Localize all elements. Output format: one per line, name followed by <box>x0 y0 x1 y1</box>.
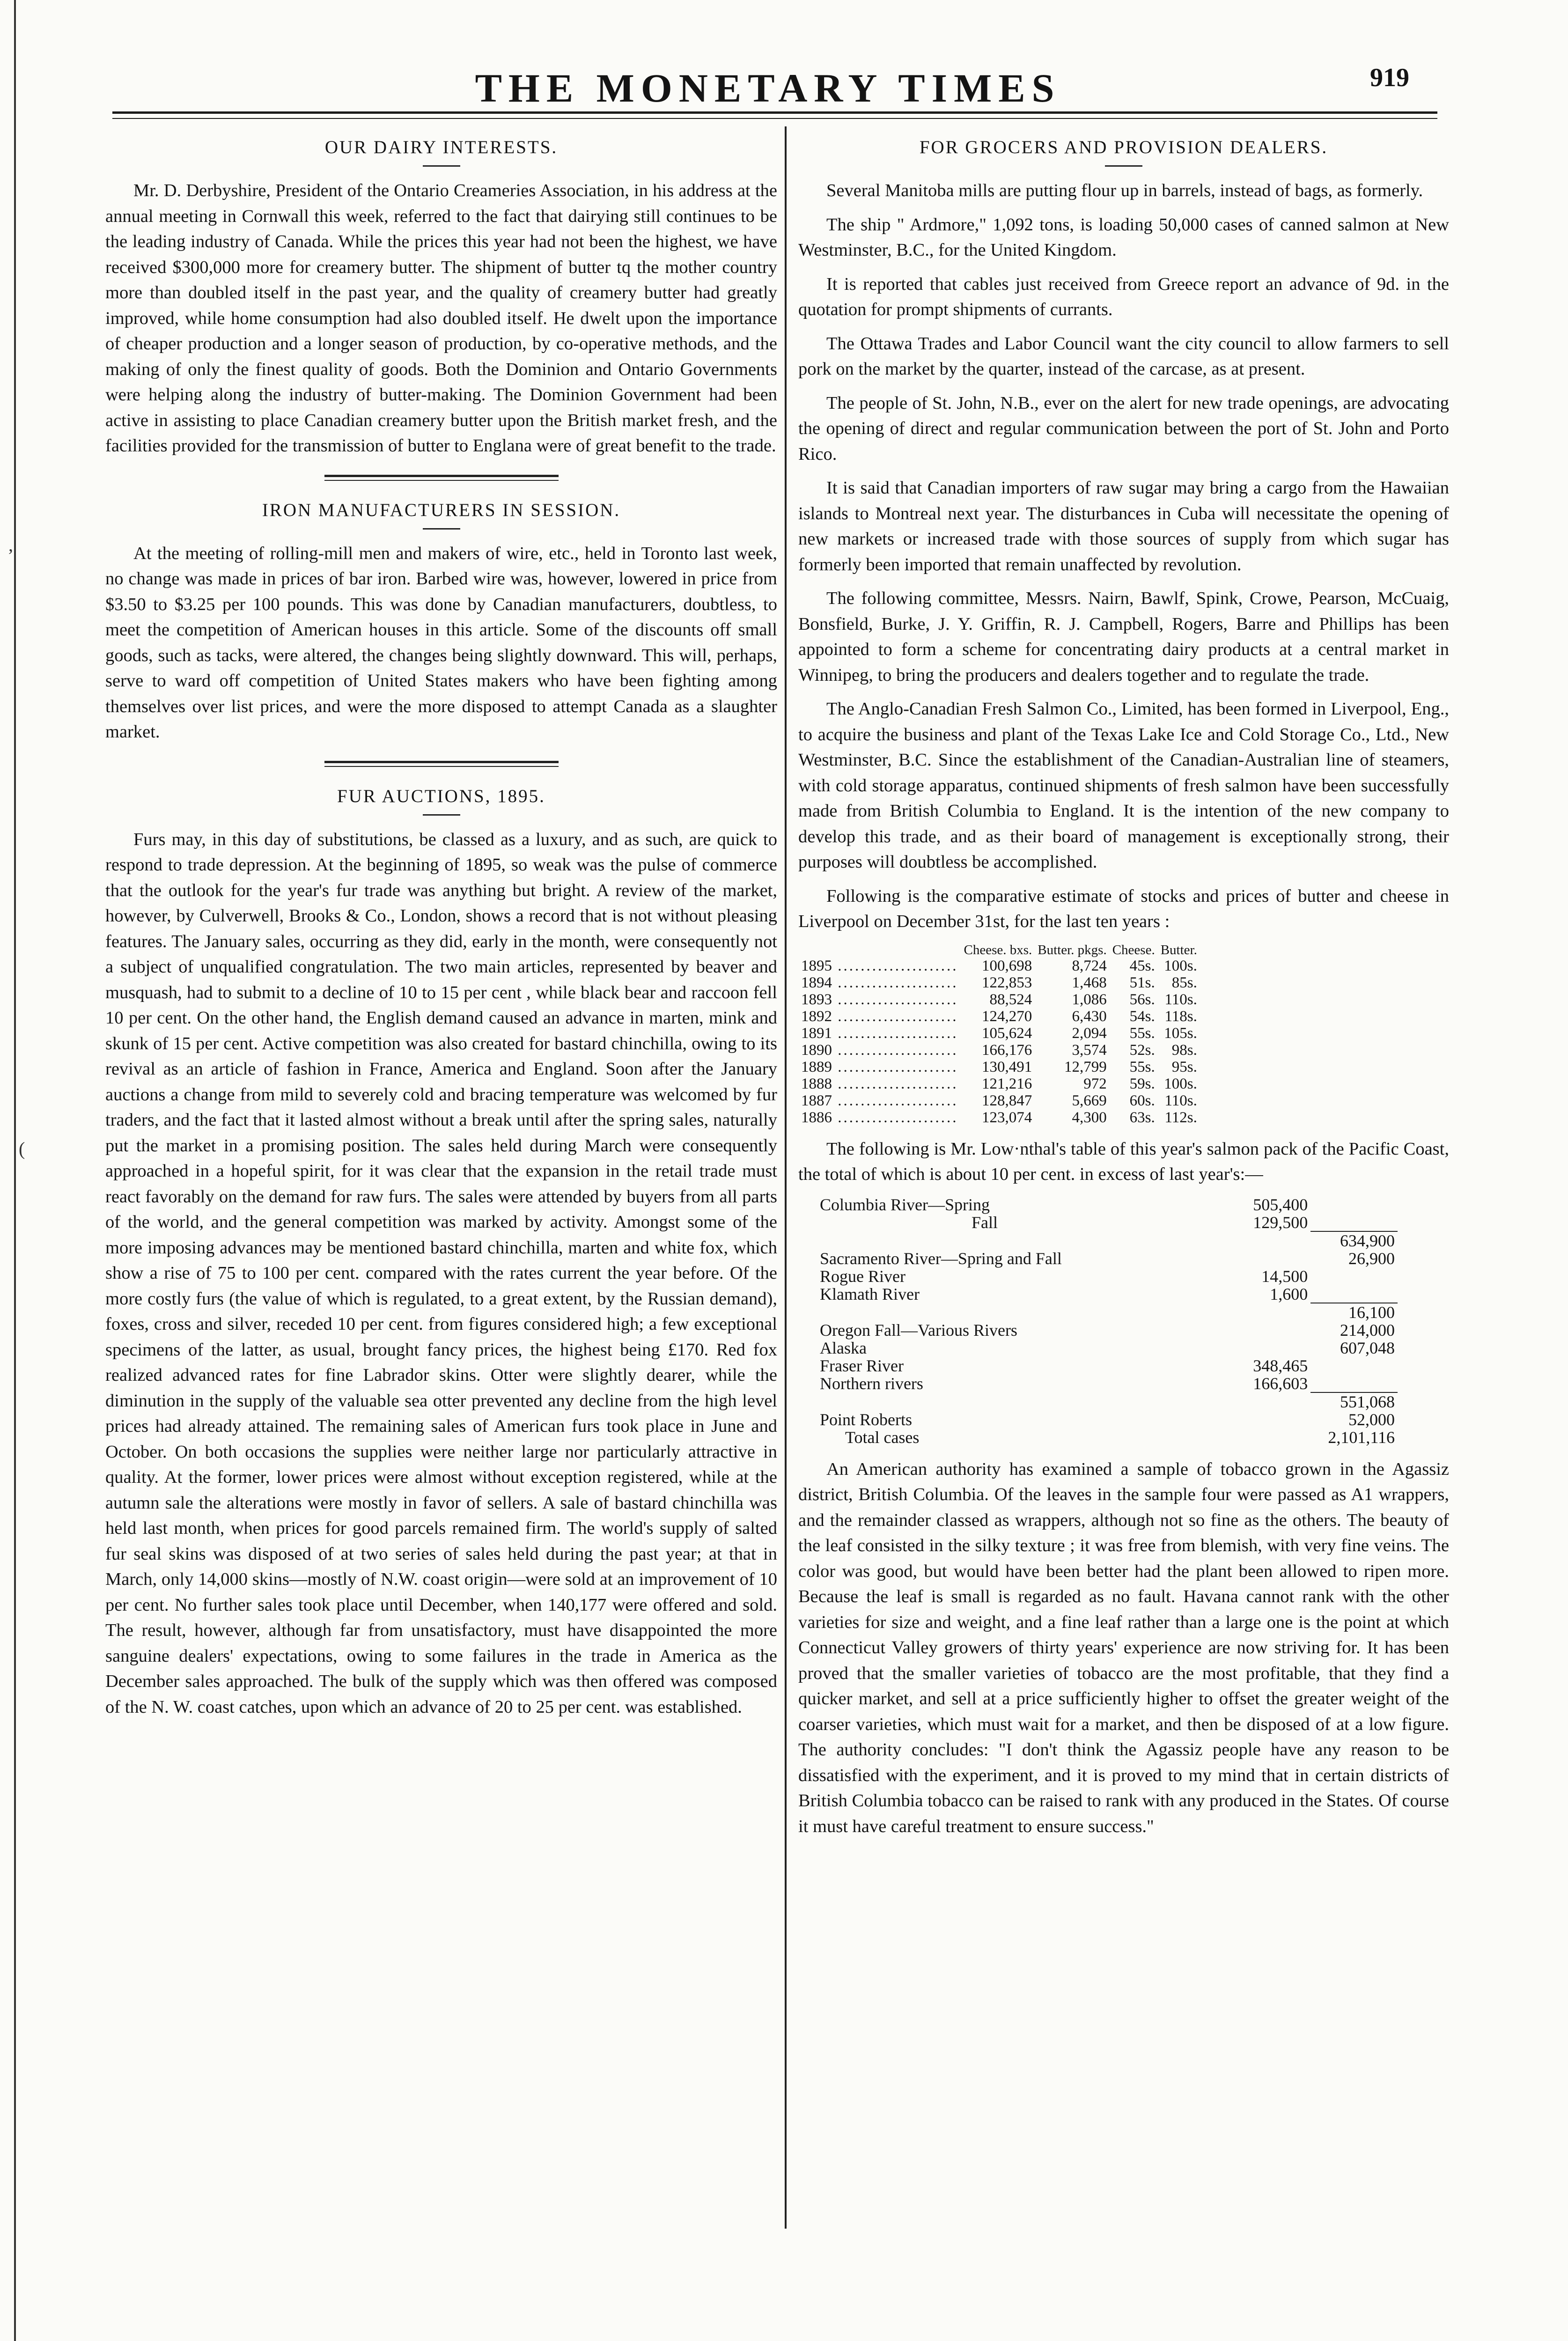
salmon-name-cell <box>817 1231 1234 1250</box>
value-cell <box>1035 957 1109 974</box>
salmon-name-cell <box>817 1303 1234 1321</box>
stocks-table <box>798 943 1200 1126</box>
article-heading: FOR GROCERS AND PROVISION DEALERS. <box>919 137 1328 157</box>
table-value: 55s. <box>1129 1058 1155 1075</box>
salmon-num-cell <box>1234 1321 1310 1339</box>
year-label: 1888 <box>801 1075 832 1092</box>
news-item: The Ottawa Trades and Labor Council want the city council to allow farmers to sell pork on the market by the quarter, instead of the carcase, as at present. <box>798 333 1449 379</box>
salmon-row <box>817 1339 1398 1357</box>
table-value: 100s. <box>1164 957 1197 974</box>
year-label: 1895 <box>801 957 832 974</box>
stocks-row <box>798 1059 1200 1075</box>
dot-leader <box>832 1008 958 1025</box>
salmon-name: Total cases <box>845 1428 920 1447</box>
table-value: 56s. <box>1129 991 1155 1008</box>
salmon-name-cell <box>817 1321 1234 1339</box>
year-cell <box>798 1025 961 1042</box>
year-cell <box>798 1008 961 1025</box>
news-item: An American authority has examined a sample of tobacco grown in the Agassiz district, British Columbia. Of the leaves in the sample four were passed as A1 wrappers, and the remainder classed as wrappers, although not so fine as the others. The beauty of the leaf consisted in the silky texture ; it was free from blemish, with very fine veins. The color was good, but would have been better had the plant been allowed to ripen more. Because the leaf is small is regarded as no fault. Havana cannot rank with the other varieties for size and weight, and a fine leaf rather than a large one is the point at which Connecticut Valley growers of thirty years' experience are now striving for. It has been proved that the smaller varieties of tobacco are the most profitable, that they find a quicker market, and sell at a price sufficiently higher to offset the greater weight of the coarser varieties, which must wait for a market, and then be disposed of at a low figure. The authority concludes: "I don't think the Agassiz people have any reason to be dissatisfied with the experiment, and it is proved to my mind that in certain districts of British Columbia tobacco can be raised to rank with any produced in the States. Of course it must have careful treatment to ensure success." <box>798 1459 1449 1836</box>
article-dairy <box>105 137 777 459</box>
news-item: It is reported that cables just received from Greece report an advance of 9d. in the quotation for prompt shipments of currants. <box>798 274 1449 319</box>
value-cell <box>1110 957 1158 974</box>
salmon-tot-cell <box>1310 1339 1398 1357</box>
section-separator <box>324 475 559 481</box>
table-value: 2,094 <box>1072 1024 1107 1042</box>
table-value: 5,669 <box>1072 1092 1107 1109</box>
stocks-row <box>798 1075 1200 1092</box>
table-value: 110s. <box>1164 991 1197 1008</box>
value-cell <box>961 1025 1035 1042</box>
year-header <box>798 943 961 957</box>
salmon-tot: 634,900 <box>1340 1231 1395 1250</box>
value-cell <box>1035 1059 1109 1075</box>
value-cell <box>1110 1025 1158 1042</box>
salmon-row <box>817 1303 1398 1321</box>
salmon-name-cell <box>817 1214 1234 1231</box>
table-value: 166,176 <box>982 1041 1032 1059</box>
salmon-tot: 26,900 <box>1348 1249 1395 1268</box>
salmon-name-cell <box>817 1411 1234 1428</box>
news-item: It is said that Canadian importers of raw sugar may bring a cargo from the Hawaiian islands to Montreal next year. The disturbances in Cuba will necessitate the opening of new markets or increased trade with those sources of supply from which sugar has formerly been imported that remain unaffected by revolution. <box>798 478 1449 574</box>
salmon-row <box>817 1428 1398 1446</box>
table-value: 55s. <box>1129 1024 1155 1042</box>
masthead-title: THE MONETARY TIMES <box>475 66 1061 110</box>
year-label: 1886 <box>801 1109 832 1126</box>
value-cell <box>1158 1075 1200 1092</box>
salmon-num-cell <box>1234 1267 1310 1285</box>
value-cell <box>1158 991 1200 1008</box>
article-paragraph: Furs may, in this day of substitutions, be classed as a luxury, and as such, are quick to respond to trade depression. At the beginning of 1895, so weak was the pulse of commerce that the outlook for the year's fur trade was anything but bright. A review of the market, however, by Culverwell, Brooks & Co., London, shows a record that is not without pleasing features. The January sales, occurring as they did, early in the month, were consequently not a subject of unqualified congratulation. The two main articles, represented by beaver and musquash, had to submit to a decline of 10 to 15 per cent , while black bear and raccoon fell 10 per cent. On the other hand, the English demand caused an advance in marten, mink and skunk of 15 per cent. Active competition was also created for bastard chinchilla, owing to its revival as an article of fashion in France, America and England. Soon after the January auctions a change from mild to severely cold and bracing temperature was welcomed by fur traders, and the fact that it lasted almost without a break until after the spring sales, naturally put the market in a promising position. The sales held during March were consequently approached in a hopeful spirit, for it was clear that the expansion in the retail trade must react favorably on the demand for raw furs. The sales were attended by buyers from all parts of the world, and the general competition was marked by activity. Amongst some of the more imposing advances may be mentioned bastard chinchilla, marten and white fox, which show a rise of 75 to 100 per cent. compared with the rates current the year before. Of the more costly furs (the value of which is regulated, to a great extent, by the Russian demand), foxes, cross and silver, receded 10 per cent. from figures considered high; a few exceptional specimens of the latter, as usual, brought fancy prices, the highest being £170. Red fox realized advanced rates for fine Labrador skins. Otter were slightly dearer, while the diminution in the supply of the valuable sea otter prevented any decline from the high level prices had already attained. The remaining sales of American furs took place in June and October. On both occasions the supplies were neither large nor particularly attractive in quality. At the former, lower prices were almost without exception registered, while at the autumn sale the alterations were mostly in favor of sellers. A sale of bastard chinchilla was held last month, when prices for good parcels remained firm. The world's supply of salted fur seal skins was disposed of at two series of sales held during the past year; at that in March, only 14,000 skins—mostly of N.W. coast origin—were sold at an improvement of 10 per cent. No further sales took place until December, when 140,177 were offered and sold. The result, however, although far from unsatisfactory, must have disappointed the more sanguine dealers' expectations, owing to some failures in the trade in America as the December sales approached. The bulk of the supply which was then offered was composed of the N. W. coast catches, upon which an advance of 20 to 25 per cent. was established. <box>105 829 777 1717</box>
year-cell <box>798 991 961 1008</box>
salmon-tot-cell <box>1310 1392 1398 1411</box>
salmon-num: 505,400 <box>1253 1195 1308 1214</box>
table-value: 110s. <box>1164 1092 1197 1109</box>
table-value: 100s. <box>1164 1075 1197 1092</box>
article-paragraph: At the meeting of rolling-mill men and makers of wire, etc., held in Toronto last week, no change was made in prices of bar iron. Barbed wire was, however, lowered in price from $3.50 to $3.25 per 100 pounds. This was done by Canadian manufacturers, doubtless, to meet the competition of American houses in this article. Some of the discounts off small goods, such as tacks, were altered, the changes being slightly downward. This will, perhaps, serve to ward off competition of United States makers who have been fighting among themselves over list prices, and were the more disposed to attempt Canada as a slaughter market. <box>105 543 777 742</box>
year-label: 1889 <box>801 1058 832 1075</box>
salmon-tot-cell <box>1310 1285 1398 1303</box>
value-cell <box>961 957 1035 974</box>
value-cell <box>1110 1059 1158 1075</box>
value-cell <box>1110 1092 1158 1109</box>
salmon-num-cell <box>1234 1411 1310 1428</box>
salmon-num-cell <box>1234 1428 1310 1446</box>
value-cell <box>1035 1025 1109 1042</box>
value-cell <box>1158 957 1200 974</box>
salmon-tot-cell <box>1310 1231 1398 1250</box>
stocks-row <box>798 991 1200 1008</box>
table-value: 1,468 <box>1072 974 1107 991</box>
value-cell <box>1110 1075 1158 1092</box>
table-value: 52s. <box>1129 1041 1155 1059</box>
dot-leader <box>832 1092 958 1109</box>
salmon-row <box>817 1214 1398 1231</box>
salmon-tot-cell <box>1310 1321 1398 1339</box>
table-value: 123,074 <box>982 1109 1032 1126</box>
salmon-name: Northern rivers <box>820 1374 923 1393</box>
heading-rule <box>423 814 460 816</box>
stocks-row <box>798 1109 1200 1126</box>
table-value: 118s. <box>1164 1008 1197 1025</box>
value-cell <box>1110 1109 1158 1126</box>
salmon-num-cell <box>1234 1231 1310 1250</box>
value-cell <box>1035 974 1109 991</box>
value-cell <box>961 1075 1035 1092</box>
table-value: 105s. <box>1164 1024 1197 1042</box>
news-item: Several Manitoba mills are putting flour up in barrels, instead of bags, as formerly. <box>826 181 1423 200</box>
dot-leader <box>832 1109 958 1126</box>
stocks-intro: Following is the comparative estimate of stocks and prices of butter and cheese in Liverpool on December 31st, for the last ten years : <box>798 886 1449 931</box>
article-heading: FUR AUCTIONS, 1895. <box>337 786 545 806</box>
stocks-row <box>798 1008 1200 1025</box>
year-label: 1890 <box>801 1041 832 1059</box>
salmon-name: Fraser River <box>820 1356 904 1375</box>
salmon-num-cell <box>1234 1392 1310 1411</box>
salmon-name-cell <box>817 1375 1234 1392</box>
table-value: 98s. <box>1171 1041 1197 1059</box>
year-cell <box>798 1092 961 1109</box>
table-value: 6,430 <box>1072 1008 1107 1025</box>
salmon-name: Klamath River <box>820 1284 920 1303</box>
salmon-row <box>817 1231 1398 1250</box>
salmon-num: 166,603 <box>1253 1374 1308 1393</box>
year-label: 1892 <box>801 1008 832 1025</box>
salmon-tot-cell <box>1310 1267 1398 1285</box>
dot-leader <box>832 957 958 974</box>
salmon-tot-cell <box>1310 1196 1398 1214</box>
year-cell <box>798 1075 961 1092</box>
salmon-num-cell <box>1234 1303 1310 1321</box>
salmon-tot: 551,068 <box>1340 1392 1395 1411</box>
dot-leader <box>832 1025 958 1042</box>
article-fur <box>105 786 777 1720</box>
salmon-name: Rogue River <box>820 1266 905 1286</box>
salmon-intro: The following is Mr. Low·nthal's table of this year's salmon pack of the Pacific Coast, the total of which is about 10 per cent. in excess of last year's:— <box>798 1139 1449 1184</box>
year-cell <box>798 957 961 974</box>
table-value: 112s. <box>1164 1109 1197 1126</box>
stocks-row <box>798 1092 1200 1109</box>
salmon-name: Oregon Fall—Various Rivers <box>820 1320 1017 1340</box>
table-value: 105,624 <box>982 1024 1032 1042</box>
value-cell <box>1035 1042 1109 1059</box>
article-paragraph: Mr. D. Derbyshire, President of the Ontario Creameries Association, in his address at the annual meeting in Cornwall this week, referred to the fact that dairying still continues to be the leading industry of Canada. While the prices this year had not been the highest, we have received $300,000 more for creamery butter. The shipment of butter tq the mother country more than doubled itself in the past year, and the quality of creamery butter had greatly improved, while home consumption had also doubled itself. He dwelt upon the importance of cheaper production and a longer season of production, by co-operative methods, and the making of only the finest quality of goods. Both the Dominion and Ontario Governments were helping along the industry of butter-making. The Dominion Government had been active in assisting to place Canadian creamery butter upon the British market fresh, and the facilities provided for the transmission of butter to Englana were of great benefit to the trade. <box>105 181 777 456</box>
value-cell <box>1110 991 1158 1008</box>
value-cell <box>1035 1008 1109 1025</box>
value-cell <box>1158 1092 1200 1109</box>
margin-mark: ( <box>19 1138 25 1159</box>
table-value: 45s. <box>1129 957 1155 974</box>
salmon-row <box>817 1250 1398 1267</box>
table-value: 128,847 <box>982 1092 1032 1109</box>
column-divider <box>785 126 787 2229</box>
salmon-name-cell <box>817 1196 1234 1214</box>
right-column <box>798 126 1449 1848</box>
salmon-tot-cell <box>1310 1303 1398 1321</box>
value-cell <box>1035 1092 1109 1109</box>
value-cell <box>961 1059 1035 1075</box>
salmon-num-cell <box>1234 1357 1310 1375</box>
dot-leader <box>832 1042 958 1059</box>
salmon-name: Columbia River—Spring <box>820 1195 990 1214</box>
table-value: 85s. <box>1171 974 1197 991</box>
table-value: 124,270 <box>982 1008 1032 1025</box>
column-header: Butter. pkgs. <box>1038 942 1107 957</box>
dot-leader <box>832 991 958 1008</box>
table-value: 95s. <box>1171 1058 1197 1075</box>
table-value: 54s. <box>1129 1008 1155 1025</box>
salmon-name-cell <box>817 1357 1234 1375</box>
news-item: The people of St. John, N.B., ever on the alert for new trade openings, are advocating the opening of direct and regular communication between the port of St. John and Porto Rico. <box>798 393 1449 464</box>
salmon-row <box>817 1411 1398 1428</box>
value-cell <box>1158 1059 1200 1075</box>
heading-rule <box>423 528 460 530</box>
salmon-num: 1,600 <box>1270 1284 1308 1303</box>
salmon-row <box>817 1285 1398 1303</box>
value-cell <box>1158 1042 1200 1059</box>
binding-edge <box>14 0 16 2341</box>
article-iron <box>105 500 777 745</box>
salmon-num: 348,465 <box>1253 1356 1308 1375</box>
table-value: 88,524 <box>989 991 1032 1008</box>
table-value: 122,853 <box>982 974 1032 991</box>
salmon-name: Fall <box>972 1213 998 1232</box>
salmon-tot-cell <box>1310 1214 1398 1231</box>
salmon-tot: 607,048 <box>1340 1338 1395 1357</box>
salmon-tot: 214,000 <box>1340 1320 1395 1340</box>
news-item: The following committee, Messrs. Nairn, Bawlf, Spink, Crowe, Pearson, McCuaig, Bonsfield, Burke, J. Y. Griffin, R. J. Campbell, Rogers, Barre and Phillips has been appointed to form a scheme for concentrating dairy products at a central market in Winnipeg, to bring the producers and dealers together and to regulate the trade. <box>798 589 1449 685</box>
year-label: 1893 <box>801 991 832 1008</box>
dot-leader <box>832 1059 958 1075</box>
value-cell <box>1158 1109 1200 1126</box>
left-column <box>105 126 777 1728</box>
dot-leader <box>832 1075 958 1092</box>
salmon-name: Alaska <box>820 1338 867 1357</box>
column-header: Cheese. bxs. <box>964 942 1032 957</box>
salmon-name: Point Roberts <box>820 1410 913 1429</box>
stocks-row <box>798 957 1200 974</box>
value-cell <box>1158 1025 1200 1042</box>
salmon-tot-cell <box>1310 1428 1398 1446</box>
salmon-name-cell <box>817 1267 1234 1285</box>
value-cell <box>1158 1008 1200 1025</box>
salmon-tot-cell <box>1310 1250 1398 1267</box>
news-item: The Anglo-Canadian Fresh Salmon Co., Limited, has been formed in Liverpool, Eng., to acquire the business and plant of the Texas Lake Ice and Cold Storage Co., Ltd., New Westminster, B.C. Since the establishment of the Canadian-Australian line of steamers, with cold storage apparatus, continued shipments of fresh salmon have been successfully made from British Columbia to England. It is the intention of the new company to develop this trade, and as their board of management is exceptionally strong, their purposes will doubtless be accomplished. <box>798 699 1449 872</box>
value-cell <box>1110 1008 1158 1025</box>
value-cell <box>961 991 1035 1008</box>
salmon-name-cell <box>817 1428 1234 1446</box>
salmon-row <box>817 1375 1398 1392</box>
value-cell <box>961 1109 1035 1126</box>
value-cell <box>961 1042 1035 1059</box>
table-value: 130,491 <box>982 1058 1032 1075</box>
value-cell <box>1158 974 1200 991</box>
news-item: The ship " Ardmore," 1,092 tons, is loading 50,000 cases of canned salmon at New Westminster, B.C., for the United Kingdom. <box>798 214 1449 260</box>
column-header: Butter. <box>1160 942 1197 957</box>
salmon-num-cell <box>1234 1375 1310 1392</box>
value-cell <box>961 1092 1035 1109</box>
value-cell <box>1035 991 1109 1008</box>
salmon-num-cell <box>1234 1285 1310 1303</box>
stocks-row <box>798 974 1200 991</box>
table-value: 59s. <box>1129 1075 1155 1092</box>
value-cell <box>1110 974 1158 991</box>
salmon-tot: 52,000 <box>1348 1410 1395 1429</box>
year-cell <box>798 1109 961 1126</box>
salmon-tot-cell <box>1310 1411 1398 1428</box>
salmon-num: 129,500 <box>1253 1213 1308 1232</box>
salmon-tot: 2,101,116 <box>1328 1428 1395 1447</box>
masthead <box>108 55 1428 125</box>
heading-rule <box>1105 165 1142 167</box>
table-value: 4,300 <box>1072 1109 1107 1126</box>
stocks-row <box>798 1025 1200 1042</box>
year-label: 1891 <box>801 1024 832 1042</box>
salmon-row <box>817 1267 1398 1285</box>
salmon-name-cell <box>817 1285 1234 1303</box>
value-cell <box>961 974 1035 991</box>
margin-mark: , <box>8 534 13 555</box>
salmon-name-cell <box>817 1250 1234 1267</box>
table-value: 121,216 <box>982 1075 1032 1092</box>
table-value: 972 <box>1083 1075 1107 1092</box>
heading-rule <box>423 165 460 167</box>
salmon-row <box>817 1357 1398 1375</box>
salmon-num-cell <box>1234 1196 1310 1214</box>
table-value: 60s. <box>1129 1092 1155 1109</box>
column-header: Cheese. <box>1112 942 1155 957</box>
section-separator <box>324 761 559 767</box>
year-label: 1887 <box>801 1092 832 1109</box>
value-cell <box>1035 1075 1109 1092</box>
value-cell <box>1110 1042 1158 1059</box>
year-cell <box>798 1042 961 1059</box>
value-cell <box>961 1008 1035 1025</box>
dot-leader <box>832 974 958 991</box>
year-cell <box>798 1059 961 1075</box>
salmon-num-cell <box>1234 1339 1310 1357</box>
salmon-table <box>817 1196 1398 1446</box>
table-value: 3,574 <box>1072 1041 1107 1059</box>
table-value: 100,698 <box>982 957 1032 974</box>
salmon-num-cell <box>1234 1250 1310 1267</box>
value-cell <box>1035 1109 1109 1126</box>
salmon-name-cell <box>817 1392 1234 1411</box>
salmon-name-cell <box>817 1339 1234 1357</box>
article-heading: IRON MANUFACTURERS IN SESSION. <box>262 500 621 520</box>
salmon-tot-cell <box>1310 1357 1398 1375</box>
salmon-tot: 16,100 <box>1348 1303 1395 1322</box>
salmon-num-cell <box>1234 1214 1310 1231</box>
table-value: 1,086 <box>1072 991 1107 1008</box>
masthead-rule-thin <box>112 118 1437 119</box>
salmon-row <box>817 1321 1398 1339</box>
salmon-row <box>817 1392 1398 1411</box>
salmon-name: Sacramento River—Spring and Fall <box>820 1249 1062 1268</box>
masthead-rule-thick <box>112 111 1437 114</box>
table-value: 8,724 <box>1072 957 1107 974</box>
article-heading: OUR DAIRY INTERESTS. <box>324 137 558 157</box>
year-cell <box>798 974 961 991</box>
salmon-row <box>817 1196 1398 1214</box>
table-value: 51s. <box>1129 974 1155 991</box>
salmon-num: 14,500 <box>1261 1266 1308 1286</box>
page-number: 919 <box>1370 63 1409 92</box>
table-value: 63s. <box>1129 1109 1155 1126</box>
salmon-tot-cell <box>1310 1375 1398 1392</box>
stocks-header-row <box>798 943 1200 957</box>
table-value: 12,799 <box>1064 1058 1107 1075</box>
stocks-row <box>798 1042 1200 1059</box>
year-label: 1894 <box>801 974 832 991</box>
